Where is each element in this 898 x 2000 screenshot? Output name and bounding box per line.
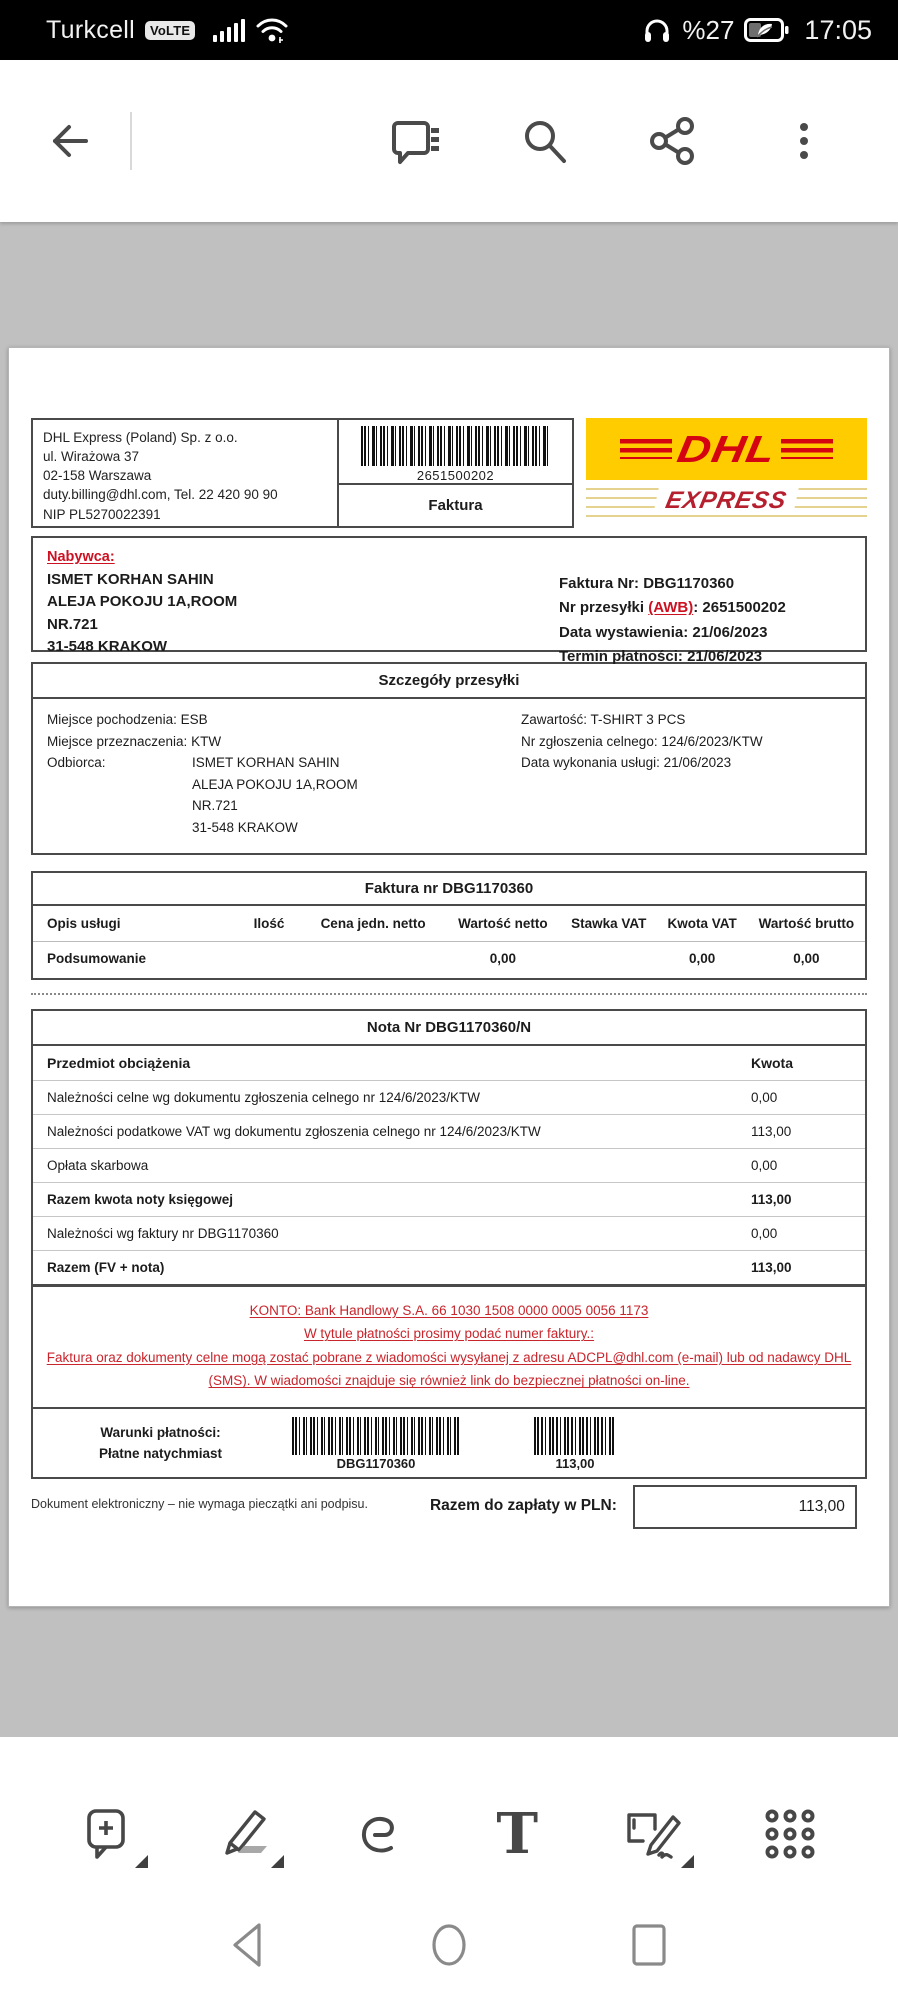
freehand-draw-tool[interactable] (345, 1798, 417, 1870)
col-netto: Wartość netto (445, 906, 561, 942)
awb-barcode (361, 426, 551, 466)
col-cena: Cena jedn. netto (301, 906, 445, 942)
invoice-meta (559, 546, 851, 665)
amount-barcode-label: 113,00 (555, 1456, 595, 1472)
nota-title: Nota Nr DBG1170360/N (33, 1011, 865, 1046)
back-button[interactable] (36, 109, 100, 173)
total-row (31, 1485, 867, 1529)
sender-line: NIP PL5270022391 (43, 506, 161, 522)
due-date-label: Termin płatności: (559, 647, 683, 665)
shipment-details-box (31, 662, 867, 855)
destination-value: KTW (191, 733, 222, 749)
dhl-stripes-right (781, 439, 833, 459)
cell-netto: 0,00 (489, 950, 517, 966)
carrier-name: Turkcell (46, 15, 135, 44)
payment-terms-box (31, 1407, 867, 1479)
nota-row (33, 1115, 865, 1149)
dropdown-triangle (681, 1855, 694, 1868)
nota-row-value: 0,00 (751, 1089, 778, 1105)
service-date-value: 21/06/2023 (663, 755, 732, 771)
content-label: Zawartość: (521, 712, 588, 727)
nota-col-amount: Kwota (751, 1054, 793, 1071)
top-toolbar (0, 60, 898, 222)
sender-line: DHL Express (Poland) Sp. z o.o. (43, 430, 238, 445)
summary-label: Podsumowanie (47, 950, 147, 966)
sender-line: ul. Wirażowa 37 (43, 449, 140, 465)
nota-row-value: 0,00 (751, 1225, 778, 1241)
search-button[interactable] (512, 109, 576, 173)
col-ilosc: Ilość (237, 906, 302, 942)
nota-row (33, 1149, 865, 1183)
dhl-express-label: EXPRESS (653, 487, 799, 515)
origin-value: ESB (180, 712, 208, 727)
toolbar-divider (130, 112, 132, 170)
cell-kwota-vat: 0,00 (688, 950, 716, 966)
invoice-number-label: Faktura Nr: (559, 575, 640, 592)
annotation-toolbar (0, 1778, 898, 1890)
invoice-table-box (31, 871, 867, 980)
nota-row-label: Należności wg faktury nr DBG1170360 (47, 1225, 279, 1241)
nota-row-value: 0,00 (751, 1157, 778, 1173)
receiver-line: NR.721 (192, 798, 238, 814)
nota-row-label: Należności podatkowe VAT wg dokumentu zgłoszenia celnego nr 124/6/2023/KTW (47, 1123, 541, 1139)
invoice-table-title: Faktura nr DBG1170360 (33, 873, 865, 906)
document-type-label: Faktura (428, 497, 483, 515)
awb-value: 2651500202 (702, 599, 786, 617)
payment-notice (31, 1284, 867, 1410)
dotted-separator (31, 993, 867, 995)
text-tool[interactable] (481, 1798, 553, 1870)
signature-tool[interactable] (618, 1798, 690, 1870)
sender-line: duty.billing@dhl.com, Tel. 22 420 90 90 (43, 487, 278, 503)
payment-title-line: W tytule płatności prosimy podać numer faktury.: (303, 1326, 595, 1342)
add-comment-tool[interactable] (72, 1798, 144, 1870)
receiver-address (192, 752, 358, 838)
nota-header-row (33, 1046, 865, 1081)
nota-col-item: Przedmiot obciążenia (47, 1054, 191, 1071)
total-due-label: Razem do zapłaty w PLN: (429, 1497, 617, 1515)
nota-row-value: 113,00 (751, 1191, 792, 1207)
buyer-box (31, 536, 867, 665)
buyer-line: ALEJA POKOJU 1A,ROOM (47, 593, 238, 611)
android-navbar (0, 1890, 898, 2000)
nota-table-box (31, 1009, 867, 1286)
col-stawka: Stawka VAT (561, 906, 656, 942)
sender-line: 02-158 Warszawa (43, 468, 152, 484)
invoice-number-barcode (292, 1417, 460, 1455)
nota-row (33, 1217, 865, 1251)
bank-account-line: KONTO: Bank Handlowy S.A. 66 1030 1508 0000 0005 0056 1173 (249, 1302, 649, 1318)
service-date-label: Data wykonania usługi: (521, 755, 660, 771)
overflow-menu-button[interactable] (772, 109, 836, 173)
nota-row-value: 113,00 (751, 1259, 792, 1275)
customs-value: 124/6/2023/KTW (661, 733, 763, 749)
nota-row-label: Opłata skarbowa (47, 1157, 149, 1173)
awb-label: Nr przesyłki (559, 599, 649, 617)
col-opis: Opis usługi (33, 906, 237, 942)
electronic-document-note: Dokument elektroniczny – nie wymaga pieczątki ani podpisu. (31, 1497, 368, 1512)
invoice-number-value: DBG1170360 (643, 575, 735, 592)
invoice-number-barcode-label: DBG1170360 (336, 1456, 416, 1472)
nota-grand-total-row (33, 1251, 865, 1284)
text-tool-glyph: T (496, 1801, 538, 1867)
total-due-value: 113,00 (633, 1485, 857, 1529)
awb-red-label: (AWB) (648, 599, 694, 617)
terms-value: Płatne natychmiast (98, 1446, 223, 1462)
nota-row-label: Razem kwota noty księgowej (47, 1191, 234, 1207)
cell-brutto: 0,00 (793, 950, 820, 966)
nav-back-button[interactable] (213, 1909, 285, 1981)
cell-cena (301, 941, 445, 978)
terms-label: Warunki płatności: (100, 1425, 221, 1441)
dhl-logo (586, 418, 867, 528)
col-brutto: Wartość brutto (748, 906, 865, 942)
signal-strength-icon (213, 18, 245, 42)
invoice-table-header (33, 906, 865, 942)
receiver-line: ALEJA POKOJU 1A,ROOM (192, 776, 358, 792)
receiver-label: Odbiorca: (47, 755, 106, 771)
invoice-page (8, 347, 890, 1607)
receiver-line: 31-548 KRAKOW (192, 819, 298, 835)
destination-label: Miejsce przeznaczenia: (47, 733, 188, 749)
more-tools-grid[interactable] (754, 1798, 826, 1870)
nota-row (33, 1081, 865, 1115)
battery-saver-icon (744, 16, 790, 44)
customs-label: Nr zgłoszenia celnego: (521, 733, 658, 749)
buyer-line: ISMET KORHAN SAHIN (47, 570, 214, 588)
dhl-stripes-left (620, 439, 672, 459)
highlighter-tool[interactable] (208, 1798, 280, 1870)
awb-barcode-number: 2651500202 (416, 468, 495, 484)
buyer-line: 31-548 KRAKOW (47, 638, 168, 656)
comments-button[interactable] (382, 109, 446, 173)
awb-colon: : (693, 599, 699, 617)
cell-stawka (561, 941, 656, 978)
nota-row-label: Razem (FV + nota) (47, 1259, 165, 1275)
wifi-icon (255, 15, 289, 45)
buyer-label: Nabywca: (47, 549, 115, 565)
invoice-header-box (31, 418, 574, 528)
nav-home-button[interactable] (413, 1909, 485, 1981)
dropdown-triangle (135, 1855, 148, 1868)
issue-date-value: 21/06/2023 (692, 623, 768, 641)
payment-info-line: Faktura oraz dokumenty celne mogą zostać pobrane z wiadomości wysyłanej z adresu ADCPL@dhl.com (e-mail) lub od nadawcy DHL (SMS). W wiadomości znajduje się również link do bezpiecznej płatności on-line. (46, 1349, 852, 1389)
share-button[interactable] (642, 109, 706, 173)
dhl-wordmark: DHL (673, 427, 780, 471)
clock: 17:05 (804, 14, 872, 45)
pdf-viewport[interactable] (0, 222, 898, 1737)
headphones-icon (642, 15, 672, 45)
battery-percent: %27 (682, 14, 735, 45)
col-kwota-vat: Kwota VAT (656, 906, 747, 942)
status-bar (0, 0, 898, 60)
sender-address (33, 420, 339, 526)
receiver-line: ISMET KORHAN SAHIN (192, 755, 340, 771)
volte-badge: VoLTE (145, 21, 195, 40)
origin-label: Miejsce pochodzenia: (47, 712, 177, 727)
amount-barcode (534, 1417, 616, 1455)
due-date-value: 21/06/2023 (687, 647, 763, 665)
shipment-title: Szczegóły przesyłki (33, 664, 865, 699)
issue-date-label: Data wystawienia: (559, 623, 689, 641)
nota-total-row (33, 1183, 865, 1217)
content-value: T-SHIRT 3 PCS (590, 712, 686, 727)
buyer-line: NR.721 (47, 615, 98, 633)
cell-ilosc (237, 941, 302, 978)
nota-row-label: Należności celne wg dokumentu zgłoszenia celnego nr 124/6/2023/KTW (47, 1089, 481, 1105)
dropdown-triangle (271, 1855, 284, 1868)
invoice-summary-row (33, 941, 865, 978)
nav-recents-button[interactable] (613, 1909, 685, 1981)
nota-row-value: 113,00 (751, 1123, 792, 1139)
